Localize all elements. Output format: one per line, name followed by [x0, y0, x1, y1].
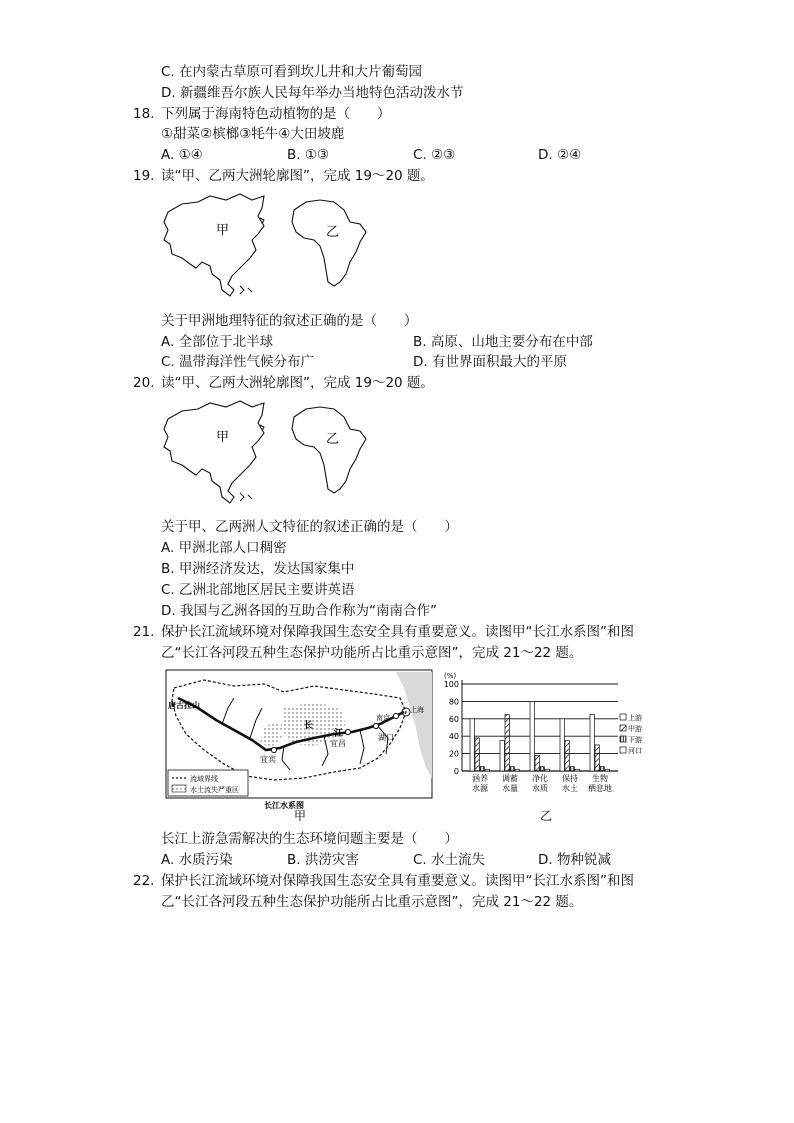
q19-option-b: B. 高原、山地主要分布在中部: [413, 334, 593, 350]
q21-option-d: D. 物种锐减: [538, 852, 611, 868]
x-tick-label: 调蓄: [502, 774, 518, 783]
bar: [530, 701, 534, 771]
x-tick-label: 净化: [532, 774, 548, 783]
legend-entry: 下游: [628, 736, 642, 744]
q21-option-a: A. 水质污染: [161, 852, 233, 868]
africa-outline: [292, 200, 366, 286]
y-tick-label: 100: [443, 680, 459, 689]
x-tick-label: 水土: [562, 784, 578, 793]
q17-option-d: D. 新疆维吾尔族人民每年举办当地特色活动泼水节: [161, 85, 464, 101]
y-tick-label: 80: [448, 697, 459, 707]
place-yichang: 宜昌: [330, 739, 346, 748]
q20-stem: 读“甲、乙两大洲轮廓图”，完成 19～20 题。: [161, 375, 434, 391]
y-tick-label: 20: [448, 749, 459, 759]
q18-stem: 下列属于海南特色动植物的是（ ）: [161, 106, 391, 122]
bar: [595, 745, 599, 771]
bar: [600, 767, 604, 771]
q22-stem-line2: 乙“长江各河段五种生态保护功能所占比重示意图”，完成 21～22 题。: [161, 894, 583, 910]
q21-number: 21.: [133, 624, 155, 640]
map-label-yi: 乙: [326, 225, 340, 240]
y-tick-label: 0: [453, 767, 459, 776]
bar: [565, 741, 569, 771]
legend-entry: 上游: [628, 714, 642, 722]
bar: [480, 767, 484, 771]
q17-option-c: C. 在内蒙古草原可看到坎儿井和大片葡萄园: [161, 64, 423, 80]
map-panel-label: 甲: [294, 809, 307, 823]
y-tick-label: 60: [448, 714, 459, 724]
legend-basin-boundary: 流域界线: [190, 775, 218, 783]
q18-option-b: B. ①③: [287, 147, 330, 163]
bar: [500, 741, 504, 771]
q21-stem-line2: 乙“长江各河段五种生态保护功能所占比重示意图”，完成 21～22 题。: [161, 645, 583, 661]
q19-option-c: C. 温带海洋性气候分布广: [161, 354, 315, 370]
legend-swatch: [620, 747, 626, 753]
bar: [570, 767, 574, 771]
place-yibin: 宜宾: [260, 755, 276, 764]
q19-continents-map: [160, 190, 380, 300]
bar: [505, 714, 509, 771]
q22-number: 22.: [133, 873, 155, 889]
bar: [475, 738, 479, 771]
x-tick-label: 水源: [472, 784, 488, 793]
q20-option-a: A. 甲洲北部人口稠密: [161, 540, 287, 556]
q20-number: 20.: [133, 375, 155, 391]
bar: [515, 769, 519, 771]
legend-swatch: [620, 714, 626, 720]
legend-swatch: [620, 725, 626, 731]
x-tick-label: 水量: [502, 784, 518, 793]
bar: [590, 714, 594, 771]
bar: [485, 769, 489, 771]
q18-number: 18.: [133, 106, 155, 122]
q21-option-c: C. 水土流失: [413, 852, 486, 868]
q18-option-d: D. ②④: [538, 147, 582, 163]
africa-outline: [292, 407, 366, 493]
bar: [605, 769, 609, 771]
x-tick-label: 生物: [592, 774, 608, 783]
x-tick-label: 栖息地: [588, 784, 612, 793]
yangtze-river-system-map: [164, 668, 436, 822]
place-nanjing: 南京: [376, 714, 390, 722]
bar: [510, 767, 514, 771]
q18-items: ①甜菜②槟榔③牦牛④大田坡鹿: [161, 126, 345, 142]
asia-outline: [164, 401, 264, 503]
q18-option-a: A. ①④: [161, 147, 203, 163]
q19-option-a: A. 全部位于北半球: [161, 334, 274, 350]
q20-continents-map: [160, 397, 380, 507]
q19-question: 关于甲洲地理特征的叙述正确的是（ ）: [161, 313, 418, 329]
place-shanghai: 上海: [410, 706, 424, 714]
bar: [535, 755, 539, 771]
q19-option-d: D. 有世界面积最大的平原: [413, 354, 567, 370]
asia-outline: [164, 194, 264, 296]
map-label-yi: 乙: [326, 432, 340, 447]
q21-stem-line1: 保护长江流域环境对保障我国生态安全具有重要意义。读图甲“长江水系图”和图: [161, 624, 634, 640]
x-tick-label: 保持: [562, 774, 578, 783]
q20-option-d: D. 我国与乙洲各国的互助合作称为“南南合作”: [161, 603, 437, 619]
bar: [575, 769, 579, 771]
x-tick-label: 涵养: [472, 774, 488, 783]
q22-stem-line1: 保护长江流域环境对保障我国生态安全具有重要意义。读图甲“长江水系图”和图: [161, 873, 634, 889]
q21-question: 长江上游急需解决的生态环境问题主要是（ ）: [161, 831, 458, 847]
place-hukou: 湖口: [378, 733, 394, 742]
bar: [545, 769, 549, 771]
legend-swatch: [620, 736, 626, 742]
ecological-function-chart: [440, 668, 642, 823]
q19-stem: 读“甲、乙两大洲轮廓图”，完成 19～20 题。: [161, 168, 434, 184]
map-caption: 长江水系图: [264, 801, 304, 810]
map-label-jia: 甲: [216, 223, 230, 238]
bar: [560, 719, 564, 771]
place-tanggula: 唐古拉山: [168, 701, 200, 710]
chart-panel-label: 乙: [540, 809, 553, 823]
y-axis-label: (%): [444, 672, 457, 680]
place-jiang: 江: [334, 729, 344, 739]
legend-erosion-area: 水土流失严重区: [190, 786, 239, 794]
q20-question: 关于甲、乙两洲人文特征的叙述正确的是（ ）: [161, 519, 458, 535]
map-label-jia: 甲: [216, 430, 230, 445]
q20-option-b: B. 甲洲经济发达，发达国家集中: [161, 561, 355, 577]
legend-entry: 中游: [628, 725, 642, 733]
legend-entry: 河口: [628, 747, 642, 755]
y-tick-label: 40: [448, 732, 459, 742]
bar: [540, 767, 544, 771]
q19-number: 19.: [133, 168, 155, 184]
q18-option-c: C. ②③: [413, 147, 456, 163]
x-tick-label: 水质: [532, 784, 548, 793]
q20-option-c: C. 乙洲北部地区居民主要讲英语: [161, 582, 355, 598]
q21-option-b: B. 洪涝灾害: [287, 852, 359, 868]
bar: [470, 719, 474, 771]
place-chang: 长: [304, 721, 314, 731]
